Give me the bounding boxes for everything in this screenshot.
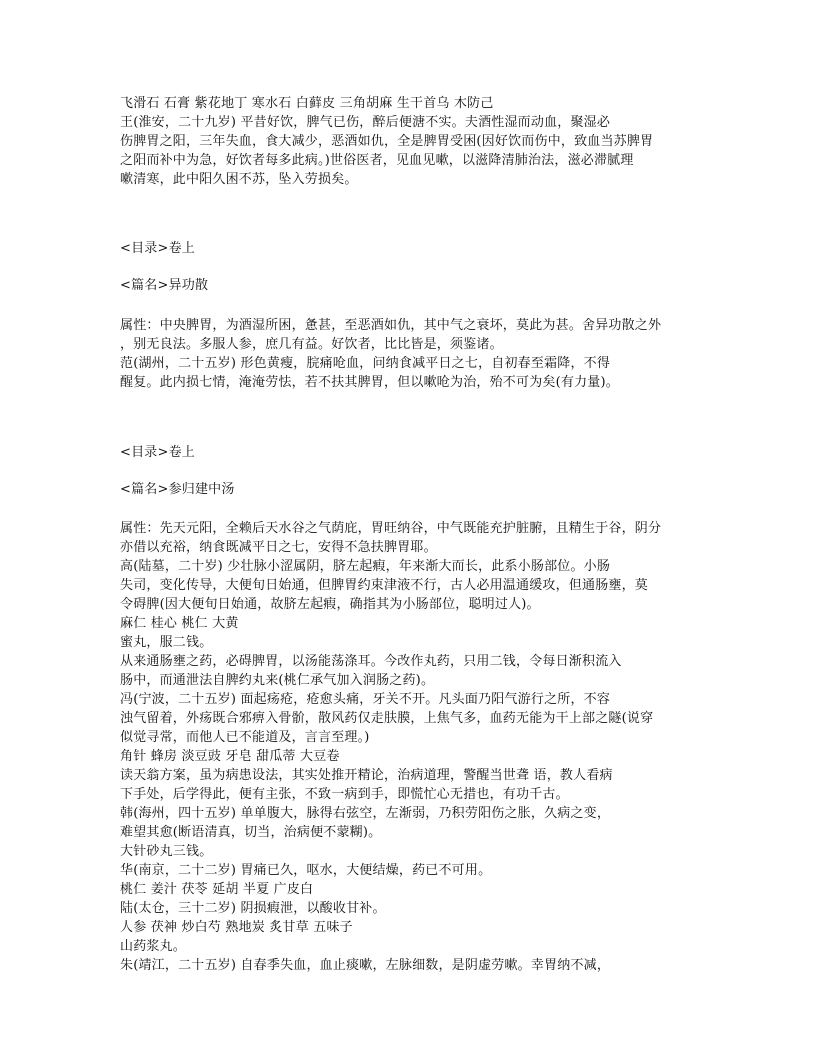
case-text-line: 王(淮安，二十九岁) 平昔好饮，脾气已伤，醉后便溏不实。夫酒性湿而动血，聚湿必 bbox=[120, 115, 611, 130]
attribute-line: 属性：先天元阳，全赖后天水谷之气荫庇，胃旺纳谷，中气既能充护脏腑，且精生于谷，阴分 bbox=[120, 521, 662, 536]
attribute-line: ，别无良法。多服人参，庶几有益。好饮者，比比皆是，须鉴诸。 bbox=[120, 337, 503, 352]
case-text-line: 嗽清寒，此中阳久困不苏，坠入劳损矣。 bbox=[120, 172, 358, 187]
case-text-line: 朱(靖江，二十五岁) 自春季失血，血止痰嗽，左脉细数，是阴虚劳嗽。幸胃纳不减， bbox=[120, 958, 611, 973]
case-text-line: 范(湖州，二十五岁) 形色黄瘦，脘痛呛血，问纳食减平日之七，自初春至霜降，不得 bbox=[120, 356, 611, 371]
case-text-line: 陆(太仓，三十二岁) 阴损瘕泄，以酸收甘补。 bbox=[120, 901, 386, 916]
commentary-line: 从来通肠壅之药，必碍脾胃，以汤能荡涤耳。今改作丸药，只用二钱，令每日渐积流入 bbox=[120, 654, 622, 669]
herb-list-line: 麻仁 桂心 桃仁 大黄 bbox=[120, 616, 239, 631]
case-text-line: 冯(宁波，二十五岁) 面起疡疮，疮愈头痛，牙关不开。凡头面乃阳气游行之所，不容 bbox=[120, 692, 611, 707]
case-text-line: 令碍脾(因大便旬日始通，故脐左起瘕，确指其为小肠部位，聪明过人)。 bbox=[120, 597, 540, 612]
herb-list-line: 飞滑石 石膏 紫花地丁 寒水石 白藓皮 三角胡麻 生干首乌 木防己 bbox=[120, 96, 494, 111]
case-text-line: 似觉寻常，而他人已不能道及，言言至理。) bbox=[120, 730, 370, 745]
attribute-line: 属性：中央脾胃，为酒湿所困，惫甚，至恶酒如仇，其中气之衰坏，莫此为甚。舍异功散之外 bbox=[120, 318, 662, 333]
herb-list-line: 角针 蜂房 淡豆豉 牙皂 甜瓜蒂 大豆卷 bbox=[120, 749, 340, 764]
dosage-line: 大针砂丸三钱。 bbox=[120, 844, 213, 859]
case-text-line: 浊气留着，外疡既合邪痹入骨骱，散风药仅走肤膜，上焦气多，血药无能为干上部之隧(说穿 bbox=[120, 711, 654, 726]
case-text-line: 韩(海州，四十五岁) 单单腹大，脉得右弦空，左渐弱，乃积劳阳伤之胀，久病之变， bbox=[120, 806, 611, 821]
commentary-line: 肠中，而通泄法自脾约丸来(桃仁承气加入润肠之药)。 bbox=[120, 673, 435, 688]
dosage-line: 蜜丸，服二钱。 bbox=[120, 635, 213, 650]
case-text-line: 高(陆墓，二十岁) 少壮脉小涩属阴，脐左起瘕，年来渐大而长，此系小肠部位。小肠 bbox=[120, 559, 611, 574]
case-text-line: 华(南京，二十二岁) 胃痛已久，呕水，大便结燥，药已不可用。 bbox=[120, 863, 492, 878]
herb-list-line: 人参 茯神 炒白芍 熟地炭 炙甘草 五味子 bbox=[120, 920, 353, 935]
chapter-title: <篇名>异功散 bbox=[120, 278, 209, 293]
catalog-heading: <目录>卷上 bbox=[120, 445, 195, 460]
commentary-line: 读天翁方案，虽为病患设法，其实处推开精论，治病道理，警醒当世聋 语，教人看病 bbox=[120, 768, 613, 783]
dosage-line: 山药浆丸。 bbox=[120, 939, 187, 954]
case-text-line: 难望其愈(断语清真，切当，治病便不蒙糊)。 bbox=[120, 825, 382, 840]
case-text-line: 失司，变化传导，大便旬日始通，但脾胃约束津液不行，古人必用温通缓攻，但通肠壅，莫 bbox=[120, 578, 649, 593]
attribute-line: 亦借以充裕，纳食既减平日之七，安得不急扶脾胃耶。 bbox=[120, 540, 437, 555]
commentary-line: 下手处，后学得此，便有主张，不致一病到手，即慌忙心无措也，有功千古。 bbox=[120, 787, 569, 802]
chapter-title: <篇名>参归建中汤 bbox=[120, 482, 235, 497]
herb-list-line: 桃仁 姜汁 茯苓 延胡 半夏 广皮白 bbox=[120, 882, 314, 897]
case-text-line: 伤脾胃之阳，三年失血，食大减少，恶酒如仇，全是脾胃受困(因好饮而伤中，致血当苏脾胃 bbox=[120, 134, 654, 149]
case-text-line: 之阳而补中为急，好饮者每多此病。)世俗医者，见血见嗽，以滋降清肺治法，滋必滞腻理 bbox=[120, 153, 634, 168]
catalog-heading: <目录>卷上 bbox=[120, 241, 195, 256]
case-text-line: 醒复。此内损七情，淹淹劳怯，若不扶其脾胃，但以嗽呛为治，殆不可为矣(有力量)。 bbox=[120, 375, 619, 390]
